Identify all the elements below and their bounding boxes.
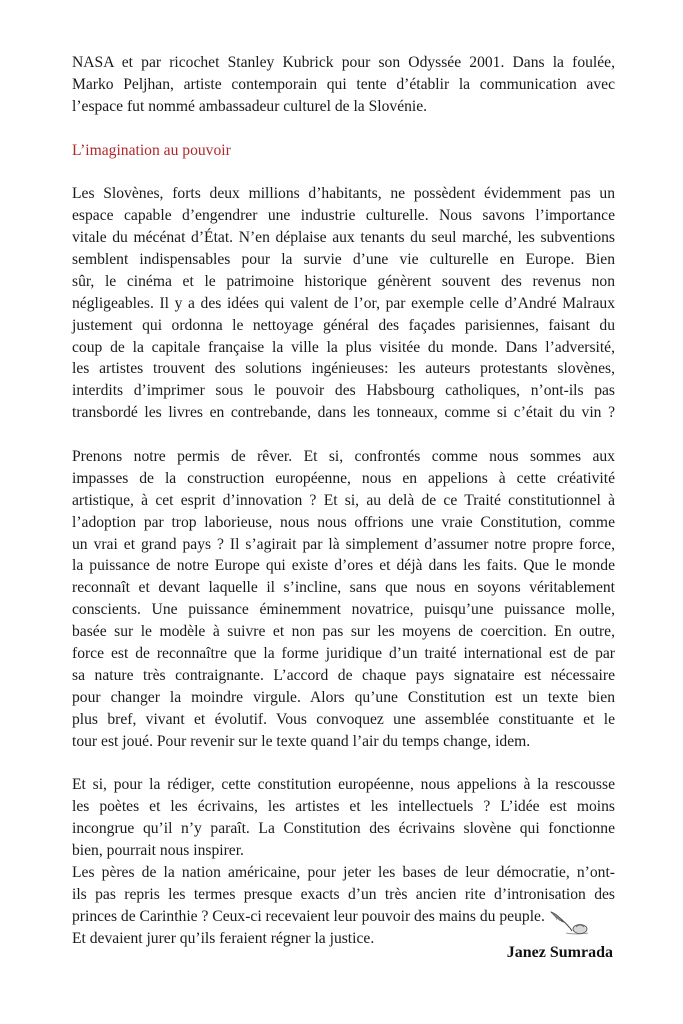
text-line: NASA et par ricochet Stanley Kubrick pour son Odyssée 2001. Dans la foulée,: [72, 54, 615, 71]
text-line: l’adoption par trop laborieuse, nous nous offrions une vraie Constitution, comme: [72, 513, 615, 531]
text-line: justement qui ordonna le nettoyage général des façades parisiennes, faisant du: [72, 316, 615, 334]
text-line: Marko Peljhan, artiste contemporain qui tente d’établir la communication avec: [72, 75, 615, 93]
text-line: vitale du mécénat d’État. N’en déplaise aux tenants du seul marché, les subventions: [72, 229, 615, 247]
paragraph-2: [72, 446, 615, 752]
section-heading: L’imagination au pouvoir: [72, 141, 231, 159]
text-line: incongrue qu’il n’y paraît. La Constitution des écrivains slovène qui fonctionne: [72, 820, 615, 838]
text-line: Prenons notre permis de rêver. Et si, confrontés comme nous sommes aux: [72, 448, 615, 466]
text-line: plus bref, vivant et évolutif. Vous convoquez une assemblée constituante et le: [72, 710, 615, 728]
text-line: Les Slovènes, forts deux millions d’habitants, ne possèdent évidemment pas un: [72, 185, 615, 203]
paragraph-3: [72, 774, 615, 949]
text-line: coup de la capitale française la ville la plus visitée du monde. Dans l’adversité,: [72, 338, 615, 356]
text-line: basée sur le modèle à suivre et non pas sur les moyens de coercition. En outre,: [72, 623, 615, 641]
paragraph-1: [72, 183, 615, 424]
text-line: négligeables. Il y a des idées qui valent de l’or, par exemple celle d’André Malraux: [72, 294, 615, 312]
text-line: princes de Carinthie ? Ceux-ci recevaient leur pouvoir des mains du peuple.: [72, 907, 545, 925]
intro-paragraph: [72, 52, 615, 118]
text-line: espace capable d’engendrer une industrie culturelle. Nous savons l’importance: [72, 207, 615, 225]
text-line: Et si, pour la rédiger, cette constitution européenne, nous appelions à la rescousse: [72, 776, 615, 794]
quill-inkpot-icon: [548, 908, 592, 936]
text-line: la puissance de notre Europe qui existe d’ores et déjà dans les faits. Que le monde: [72, 557, 615, 575]
author-signature: Janez Sumrada: [506, 944, 613, 961]
text-line: sûr, le cinéma et le patrimoine historique génèrent souvent des revenus non: [72, 272, 615, 290]
text-line: les poètes et les écrivains, les artistes et les intellectuels ? L’idée est moins: [72, 798, 615, 816]
text-line: semblent indispensables pour la survie d’une vie culturelle en Europe. Bien: [72, 251, 615, 269]
text-line: transbordé les livres en contrebande, dans les tonneaux, comme si c’était du vin ?: [72, 404, 615, 422]
text-line: interdits d’imprimer sous le pouvoir des Habsbourg catholiques, n’ont-ils pas: [72, 382, 615, 400]
text-line: pour changer la moindre virgule. Alors qu’une Constitution est un texte bien: [72, 688, 615, 706]
text-line: sa nature très contraignante. L’accord de chaque pays signataire est nécessaire: [72, 666, 615, 684]
text-line: Les pères de la nation américaine, pour jeter les bases de leur démocratie, n’ont-: [72, 863, 615, 881]
text-line: conscients. Une puissance éminemment novatrice, puisqu’une puissance molle,: [72, 601, 615, 619]
text-line: un vrai et grand pays ? Il s’agirait par là simplement d’assumer notre propre force,: [72, 535, 615, 553]
text-line: bien, pourrait nous inspirer.: [72, 842, 244, 860]
text-line: ils pas repris les termes presque exacts d’un très ancien rite d’intronisation des: [72, 885, 615, 903]
text-line: impasses de la construction européenne, nous en appelions à cette créativité: [72, 469, 615, 487]
text-line: Et devaient jurer qu’ils feraient régner la justice.: [72, 929, 375, 947]
text-line: reconnaît et devant laquelle il s’incline, sans que nous en soyons véritablement: [72, 579, 615, 597]
text-line: force est de reconnaître que la forme juridique d’un traité international est de par: [72, 645, 615, 663]
text-line: tour est joué. Pour revenir sur le texte quand l’air du temps change, idem.: [72, 732, 531, 750]
text-line: l’espace fut nommé ambassadeur culturel de la Slovénie.: [72, 97, 428, 115]
text-line: les artistes trouvent des solutions ingénieuses: les auteurs protestants slovènes,: [72, 360, 615, 378]
article-body: [72, 52, 615, 950]
text-line: artistique, à cet esprit d’innovation ? Et si, au delà de ce Traité constitutionnel à: [72, 491, 615, 509]
